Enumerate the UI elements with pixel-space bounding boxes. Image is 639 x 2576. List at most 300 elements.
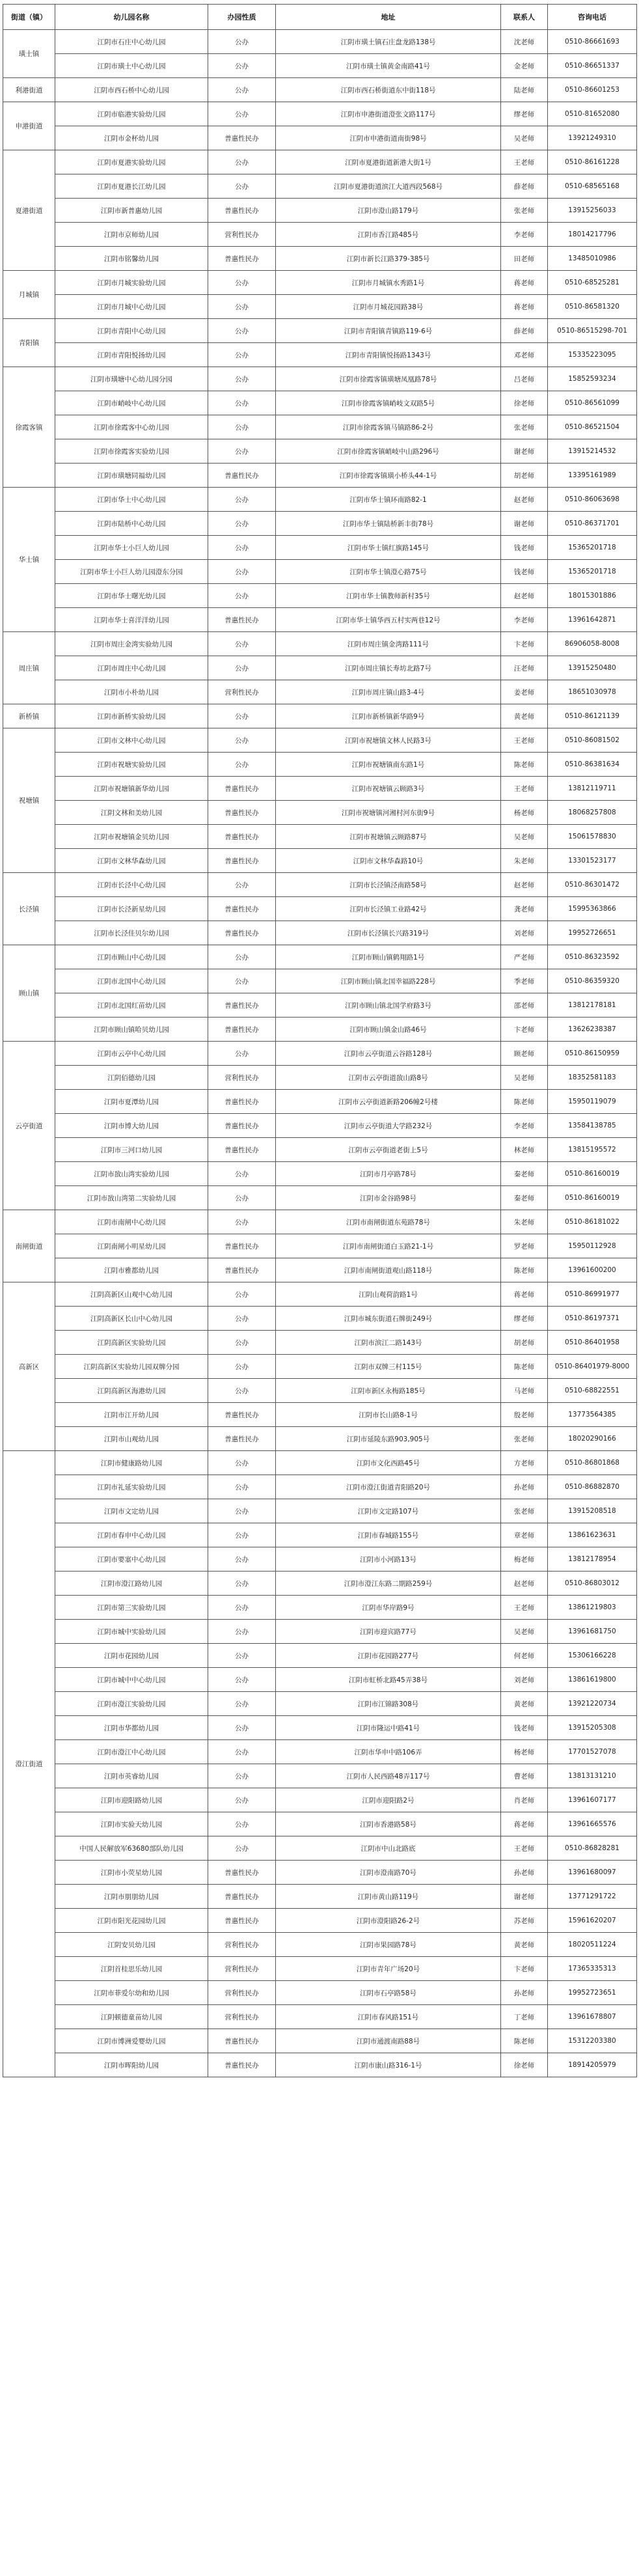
school-type: 营利性民办 [208,1933,276,1957]
address: 江阴市西石桥街道东中街118号 [276,78,501,102]
table-row [3,150,637,174]
school-type: 公办 [208,1307,276,1331]
table-row [3,1764,637,1788]
kindergarten-name: 江阴市文林中心幼儿园 [55,728,208,753]
contact-person: 蒋老师 [501,271,548,295]
school-type: 公办 [208,391,276,415]
address: 江阴市顾山镇鹤翔路1号 [276,945,501,969]
phone-number: 13961681750 [548,1620,637,1644]
address: 江阴市新桥镇新华路9号 [276,704,501,728]
street-name: 月城镇 [3,271,55,319]
kindergarten-name: 江阴市城中实验幼儿园 [55,1620,208,1644]
street-name: 高新区 [3,1282,55,1451]
address: 江阴市云亭街道新路206幢2号楼 [276,1090,501,1114]
phone-number: 13626238387 [548,1018,637,1042]
school-type: 公办 [208,1282,276,1307]
address: 江阴市澄江街道青阳路20号 [276,1475,501,1499]
header-type: 办园性质 [208,5,276,30]
table-row [3,1451,637,1475]
phone-number: 13584138785 [548,1114,637,1138]
kindergarten-name: 江阴市青阳中心幼儿园 [55,319,208,343]
phone-number: 0510-86381634 [548,753,637,777]
school-type: 公办 [208,1210,276,1234]
kindergarten-name: 江阴市璜塘中心幼儿园分园 [55,367,208,391]
address: 江阴市云亭街道老街上5号 [276,1138,501,1162]
phone-number: 13961680097 [548,1861,637,1885]
contact-person: 邵老师 [501,993,548,1018]
street-name: 新桥镇 [3,704,55,728]
phone-number: 0510-86661693 [548,30,637,54]
school-type: 普惠性民办 [208,1427,276,1451]
phone-number: 13485010986 [548,247,637,271]
kindergarten-name: 江阴市澄江中心幼儿园 [55,1740,208,1764]
address: 江阴山观荷韵路1号 [276,1282,501,1307]
school-type: 公办 [208,1547,276,1572]
table-row [3,1138,637,1162]
contact-person: 刘老师 [501,921,548,945]
kindergarten-name: 江阴市江开幼儿园 [55,1403,208,1427]
phone-number: 13915205308 [548,1716,637,1740]
kindergarten-name: 江阴市礼延实验幼儿园 [55,1475,208,1499]
phone-number: 13921249310 [548,126,637,150]
kindergarten-name: 江阴市雅都幼儿园 [55,1258,208,1282]
table-body [3,30,637,2077]
school-type: 普惠性民办 [208,608,276,632]
table-row [3,271,637,295]
phone-number: 13961642871 [548,608,637,632]
phone-number: 13861623631 [548,1523,637,1547]
table-row [3,945,637,969]
phone-number: 0510-86323592 [548,945,637,969]
phone-number: 0510-86161228 [548,150,637,174]
phone-number: 13815195572 [548,1138,637,1162]
table-row [3,1162,637,1186]
table-row [3,873,637,897]
table-row [3,1282,637,1307]
phone-number: 13915208518 [548,1499,637,1523]
phone-number: 13861219803 [548,1596,637,1620]
school-type: 普惠性民办 [208,897,276,921]
street-name: 云亭街道 [3,1042,55,1210]
kindergarten-name: 江阴顿德童苗幼儿园 [55,2005,208,2029]
school-type: 普惠性民办 [208,126,276,150]
contact-person: 钱老师 [501,560,548,584]
contact-person: 秦老师 [501,1186,548,1210]
table-row [3,1981,637,2005]
table-row [3,1307,637,1331]
contact-person: 吴老师 [501,825,548,849]
address: 江阴市迎阳路2号 [276,1788,501,1812]
phone-number: 13861619800 [548,1668,637,1692]
phone-number: 15312203380 [548,2029,637,2053]
phone-number: 15061578830 [548,825,637,849]
phone-number: 86906058-8008 [548,632,637,656]
school-type: 公办 [208,1379,276,1403]
address: 江阴市徐霞客镇峭岐文双路5号 [276,391,501,415]
phone-number: 0510-86160019 [548,1162,637,1186]
header-contact: 联系人 [501,5,548,30]
address: 江阴市滨江二路143号 [276,1331,501,1355]
school-type: 公办 [208,488,276,512]
school-type: 普惠性民办 [208,1018,276,1042]
kindergarten-name: 江阴市云亭中心幼儿园 [55,1042,208,1066]
table-row [3,1716,637,1740]
table-row [3,391,637,415]
phone-number: 18014217796 [548,223,637,247]
table-row [3,1644,637,1668]
address: 江阴市虹桥北路45弄38号 [276,1668,501,1692]
street-name: 申港街道 [3,102,55,150]
school-type: 普惠性民办 [208,1234,276,1258]
contact-person: 金老师 [501,54,548,78]
table-row [3,2053,637,2077]
phone-number: 15995363866 [548,897,637,921]
table-row [3,126,637,150]
address: 江阴市金谷路98号 [276,1186,501,1210]
kindergarten-name: 江阴市花园幼儿园 [55,1644,208,1668]
table-row [3,608,637,632]
table-row [3,632,637,656]
address: 江阴市通渡南路88号 [276,2029,501,2053]
kindergarten-name: 江阴市文林华森幼儿园 [55,849,208,873]
header-phone: 咨询电话 [548,5,637,30]
kindergarten-name: 江阴市阳光花园幼儿园 [55,1909,208,1933]
address: 江阴市申港街道南街98号 [276,126,501,150]
phone-number: 0510-86371701 [548,512,637,536]
phone-number: 19952726651 [548,921,637,945]
table-row [3,102,637,126]
table-row [3,295,637,319]
kindergarten-name: 江阴市祝塘镇金贝幼儿园 [55,825,208,849]
contact-person: 季老师 [501,969,548,993]
school-type: 普惠性民办 [208,849,276,873]
contact-person: 薛老师 [501,319,548,343]
kindergarten-name: 江阴市第三实验幼儿园 [55,1596,208,1620]
table-row [3,1572,637,1596]
address: 江阴市周庄镇长寿坊北路7号 [276,656,501,680]
phone-number: 15852593234 [548,367,637,391]
phone-number: 0510-86828281 [548,1836,637,1861]
table-row [3,1957,637,1981]
contact-person: 蒋老师 [501,295,548,319]
table-row [3,488,637,512]
phone-number: 13773564385 [548,1403,637,1427]
kindergarten-name: 江阴市澄江实验幼儿园 [55,1692,208,1716]
contact-person: 顾老师 [501,1042,548,1066]
table-row [3,704,637,728]
school-type: 公办 [208,1186,276,1210]
school-type: 公办 [208,343,276,367]
phone-number: 13961665576 [548,1812,637,1836]
table-row [3,319,637,343]
table-row [3,584,637,608]
phone-number: 0510-86801868 [548,1451,637,1475]
contact-person: 严老师 [501,945,548,969]
table-header-row [3,5,637,30]
address: 江阴市月城镇水秀路1号 [276,271,501,295]
phone-number: 0510-81652080 [548,102,637,126]
phone-number: 0510-86515298-701 [548,319,637,343]
contact-person: 陈老师 [501,1355,548,1379]
table-row [3,1018,637,1042]
phone-number: 0510-86991977 [548,1282,637,1307]
contact-person: 林老师 [501,1138,548,1162]
kindergarten-directory [3,4,636,2077]
kindergarten-name: 江阴市华士中心幼儿园 [55,488,208,512]
contact-person: 杨老师 [501,801,548,825]
address: 江阴市徐霞客镇璜小桥头44-1号 [276,464,501,488]
address: 江阴市石亭路58号 [276,1981,501,2005]
contact-person: 孙老师 [501,1981,548,2005]
address: 江阴市康山路316-1号 [276,2053,501,2077]
contact-person: 朱老师 [501,849,548,873]
phone-number: 0510-86160019 [548,1186,637,1210]
kindergarten-name: 江阴市峭岐中心幼儿园 [55,391,208,415]
address: 江阴市月城花园路38号 [276,295,501,319]
school-type: 公办 [208,415,276,439]
address: 江阴市长泾镇泾南路58号 [276,873,501,897]
phone-number: 0510-86181022 [548,1210,637,1234]
table-row [3,512,637,536]
contact-person: 邓老师 [501,343,548,367]
school-type: 普惠性民办 [208,464,276,488]
contact-person: 陈老师 [501,2029,548,2053]
address: 江阴市延陵东路903,905号 [276,1427,501,1451]
address: 江阴市夏港街道滨江大道西段568号 [276,174,501,199]
address: 江阴市迎宾路77号 [276,1620,501,1644]
contact-person: 章老师 [501,1523,548,1547]
contact-person: 李老师 [501,223,548,247]
contact-person: 丁老师 [501,2005,548,2029]
kindergarten-name: 江阴市长泾中心幼儿园 [55,873,208,897]
phone-number: 17365335313 [548,1957,637,1981]
phone-number: 13771291722 [548,1885,637,1909]
street-name: 华士镇 [3,488,55,632]
school-type: 公办 [208,704,276,728]
address: 江阴市长泾镇工业路42号 [276,897,501,921]
contact-person: 赵老师 [501,488,548,512]
contact-person: 谢老师 [501,439,548,464]
kindergarten-name: 江阴市实验天幼儿园 [55,1812,208,1836]
kindergarten-name: 江阴市长泾新星幼儿园 [55,897,208,921]
phone-number: 13915214532 [548,439,637,464]
street-name: 夏港街道 [3,150,55,271]
header-name: 幼儿园名称 [55,5,208,30]
table-row [3,656,637,680]
phone-number: 0510-68822551 [548,1379,637,1403]
contact-person: 刘老师 [501,1668,548,1692]
school-type: 公办 [208,753,276,777]
school-type: 公办 [208,1042,276,1066]
kindergarten-name: 江阴市璜土中心幼儿园 [55,54,208,78]
contact-person: 钱老师 [501,1716,548,1740]
table-row [3,777,637,801]
phone-number: 0510-86803012 [548,1572,637,1596]
kindergarten-name: 江阴市徐霞客中心幼儿园 [55,415,208,439]
contact-person: 王老师 [501,1596,548,1620]
phone-number: 0510-68525281 [548,271,637,295]
kindergarten-name: 江阴市北国中心幼儿园 [55,969,208,993]
kindergarten-name: 江阴市夏潭幼儿园 [55,1090,208,1114]
street-name: 周庄镇 [3,632,55,704]
contact-person: 汪老师 [501,656,548,680]
contact-person: 陈老师 [501,753,548,777]
phone-number: 15950119079 [548,1090,637,1114]
address: 江阴市华岸路9号 [276,1596,501,1620]
address: 江阴市青年广场20号 [276,1957,501,1981]
street-name: 长泾镇 [3,873,55,945]
school-type: 公办 [208,174,276,199]
phone-number: 0510-86301472 [548,873,637,897]
kindergarten-name: 江阴市文定幼儿园 [55,1499,208,1523]
table-row [3,1933,637,1957]
address: 江阴市新长江路379-385号 [276,247,501,271]
kindergarten-name: 江阴市健康路幼儿园 [55,1451,208,1475]
table-row [3,897,637,921]
school-type: 公办 [208,584,276,608]
school-type: 公办 [208,1740,276,1764]
table-row [3,1523,637,1547]
table-row [3,1210,637,1234]
school-type: 公办 [208,1499,276,1523]
table-row [3,1668,637,1692]
phone-number: 0510-68565168 [548,174,637,199]
phone-number: 13395161989 [548,464,637,488]
kindergarten-name: 江阴市临港实验幼儿园 [55,102,208,126]
phone-number: 18020511224 [548,1933,637,1957]
address: 江阴市华士镇红旗路145号 [276,536,501,560]
phone-number: 13961607177 [548,1788,637,1812]
kindergarten-name: 江阴市祝塘镇新华幼儿园 [55,777,208,801]
school-type: 公办 [208,295,276,319]
address: 江阴市华申中路106弄 [276,1740,501,1764]
address: 江阴市云亭街道敔山路8号 [276,1066,501,1090]
table-row [3,1788,637,1812]
school-type: 普惠性民办 [208,993,276,1018]
contact-person: 王老师 [501,728,548,753]
address: 江阴市祝塘镇云顾路87号 [276,825,501,849]
school-type: 公办 [208,1668,276,1692]
kindergarten-name: 江阴市山观幼儿园 [55,1427,208,1451]
contact-person: 蒋老师 [501,1812,548,1836]
kindergarten-name: 江阴高新区山观中心幼儿园 [55,1282,208,1307]
school-type: 公办 [208,1836,276,1861]
table-row [3,367,637,391]
phone-number: 13915256033 [548,199,637,223]
table-row [3,1740,637,1764]
contact-person: 李老师 [501,608,548,632]
school-type: 公办 [208,1692,276,1716]
contact-person: 谢老师 [501,1885,548,1909]
school-type: 公办 [208,1620,276,1644]
kindergarten-name: 江阴文林和美幼儿园 [55,801,208,825]
table-row [3,1836,637,1861]
table-row [3,439,637,464]
table-row [3,536,637,560]
school-type: 普惠性民办 [208,1885,276,1909]
kindergarten-name: 江阴高新区海港幼儿园 [55,1379,208,1403]
header-street: 街道（镇） [3,5,55,30]
table-row [3,1066,637,1090]
table-row [3,1042,637,1066]
contact-person: 孙老师 [501,1861,548,1885]
school-type: 营利性民办 [208,1981,276,2005]
school-type: 普惠性民办 [208,1090,276,1114]
school-type: 普惠性民办 [208,777,276,801]
phone-number: 15306166228 [548,1644,637,1668]
table-row [3,2005,637,2029]
phone-number: 18651030978 [548,680,637,704]
address: 江阴市春风路151号 [276,2005,501,2029]
contact-person: 姜老师 [501,680,548,704]
kindergarten-name: 江阴市朋朋幼儿园 [55,1885,208,1909]
kindergarten-name: 江阴市要塞中心幼儿园 [55,1547,208,1572]
contact-person: 肖老师 [501,1788,548,1812]
address: 江阴市南闸街道东苑路78号 [276,1210,501,1234]
contact-person: 张老师 [501,1499,548,1523]
contact-person: 陆老师 [501,78,548,102]
kindergarten-name: 江阴高新区实验幼儿园 [55,1331,208,1355]
table-row [3,1620,637,1644]
address: 江阴市黄山路119号 [276,1885,501,1909]
table-row [3,1909,637,1933]
kindergarten-name: 江阴市徐霞客实验幼儿园 [55,439,208,464]
kindergarten-name: 江阴市顾山中心幼儿园 [55,945,208,969]
address: 江阴市徐霞客镇峭岐中山路296号 [276,439,501,464]
kindergarten-name: 江阴市长泾佳贝尔幼儿园 [55,921,208,945]
address: 江阴市璜土镇黄金南路41号 [276,54,501,78]
school-type: 营利性民办 [208,2005,276,2029]
contact-person: 薛老师 [501,174,548,199]
table-row [3,464,637,488]
address: 江阴市顾山镇北国幸福路228号 [276,969,501,993]
contact-person: 苏老师 [501,1909,548,1933]
address: 江阴市中山北路底 [276,1836,501,1861]
kindergarten-name: 江阴南闸小明星幼儿园 [55,1234,208,1258]
phone-number: 0510-86150959 [548,1042,637,1066]
street-name: 利港街道 [3,78,55,102]
address: 江阴市南闸街道白玉路21-1号 [276,1234,501,1258]
school-type: 普惠性民办 [208,247,276,271]
table-row [3,1331,637,1355]
school-type: 公办 [208,1162,276,1186]
phone-number: 0510-86581320 [548,295,637,319]
contact-person: 孙老师 [501,1475,548,1499]
address: 江阴市顾山镇北国学府路3号 [276,993,501,1018]
table-row [3,993,637,1018]
school-type: 公办 [208,1523,276,1547]
address: 江阴市春城路155号 [276,1523,501,1547]
school-type: 营利性民办 [208,1066,276,1090]
phone-number: 18068257808 [548,801,637,825]
school-type: 普惠性民办 [208,1909,276,1933]
street-name: 青阳镇 [3,319,55,367]
address: 江阴市徐霞客镇马镇路86-2号 [276,415,501,439]
contact-person: 何老师 [501,1644,548,1668]
school-type: 公办 [208,319,276,343]
table-row [3,78,637,102]
address: 江阴市新区永梅路185号 [276,1379,501,1403]
contact-person: 杨老师 [501,1740,548,1764]
table-row [3,1596,637,1620]
contact-person: 赵老师 [501,1572,548,1596]
kindergarten-name: 江阴市顾山镇哈贝幼儿园 [55,1018,208,1042]
school-type: 普惠性民办 [208,825,276,849]
school-type: 公办 [208,632,276,656]
school-type: 公办 [208,54,276,78]
phone-number: 15365201718 [548,560,637,584]
school-type: 公办 [208,1788,276,1812]
